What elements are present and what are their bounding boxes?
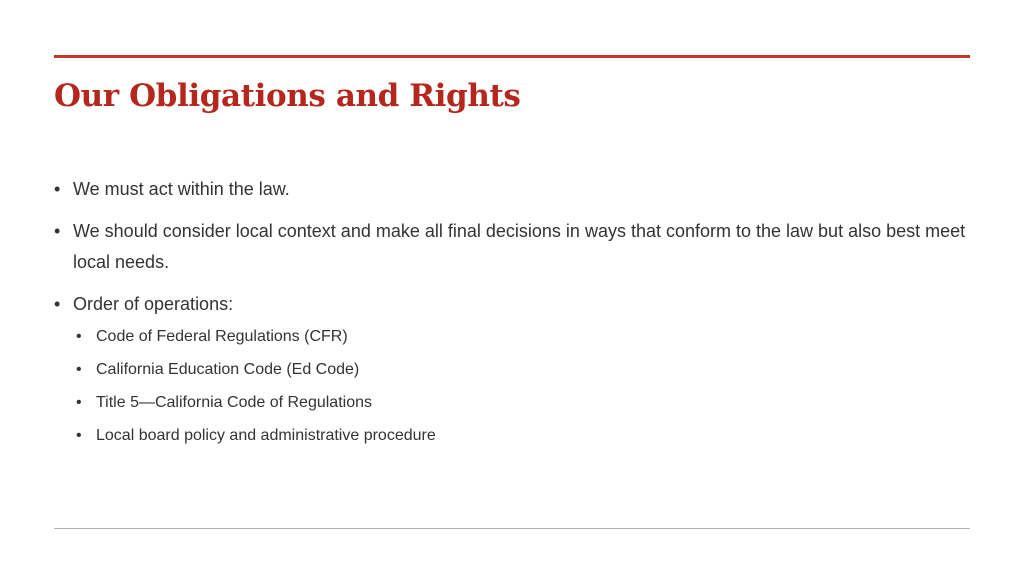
top-rule: [54, 55, 970, 58]
sub-bullet-item: [54, 358, 970, 382]
bullet-text: Order of operations:: [73, 294, 234, 314]
bullet-dot-icon: •: [76, 394, 82, 411]
sub-bullet-text: California Education Code (Ed Code): [96, 361, 360, 378]
sub-bullet-item: [54, 391, 970, 415]
bullet-item: [54, 174, 970, 205]
bullet-dot-icon: •: [76, 427, 82, 444]
bullet-dot-icon: •: [76, 361, 82, 378]
bullet-dot-icon: •: [54, 294, 61, 314]
sub-bullet-text: Code of Federal Regulations (CFR): [96, 328, 348, 345]
bullet-text: We must act within the law.: [73, 179, 290, 199]
bullet-dot-icon: •: [76, 328, 82, 345]
bottom-rule: [54, 528, 970, 529]
bullet-item: [54, 289, 970, 320]
sub-bullet-text: Title 5—California Code of Regulations: [96, 394, 372, 411]
bullet-dot-icon: •: [54, 221, 61, 241]
slide-title: Our Obligations and Rights: [54, 78, 521, 114]
bullet-list: [54, 174, 970, 448]
sub-bullet-text: Local board policy and administrative procedure: [96, 427, 436, 444]
bullet-text: We should consider local context and make all final decisions in ways that conform to the law but also best meet local needs.: [73, 221, 966, 272]
bullet-dot-icon: •: [54, 179, 61, 199]
sub-bullet-item: [54, 325, 970, 349]
bullet-item: [54, 216, 970, 278]
sub-bullet-item: [54, 424, 970, 448]
sub-bullet-list: [54, 325, 970, 448]
